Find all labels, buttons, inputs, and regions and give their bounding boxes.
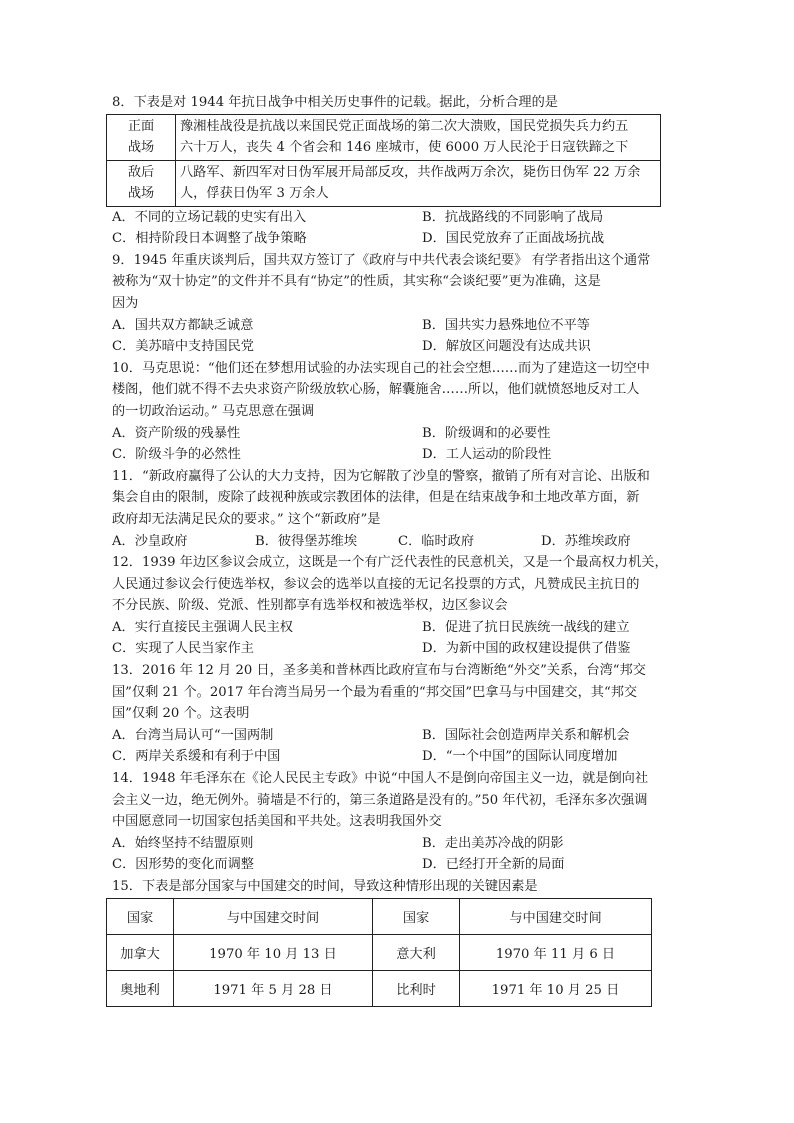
question-stem: 8．下表是对 1944 年抗日战争中相关历史事件的记载。据此，分析合理的是 — [112, 95, 558, 110]
options-row — [112, 617, 684, 639]
option-d[interactable]: D．为新中国的政权建设提供了借鉴 — [422, 641, 631, 657]
question-stem: 国”仅剩 20 个。这表明 — [112, 706, 250, 722]
table-cell: 1971 年 10 月 25 日 — [460, 970, 652, 1006]
question-stem: 会主义一边，绝无例外。骑墙是不行的，第三条道路是没有的。”50 年代初，毛泽东多次强调 — [112, 792, 648, 808]
option-c[interactable]: C．阶级斗争的必然性 — [112, 447, 241, 463]
option-a[interactable]: A．资产阶级的残暴性 — [112, 425, 241, 441]
option-b[interactable]: B．彼得堡苏维埃 — [255, 533, 358, 549]
question-stem: 15．下表是部分国家与中国建交的时间，导致这种情形出现的关键因素是 — [112, 879, 538, 894]
table-header-cell: 国家 — [373, 898, 460, 934]
options-row — [112, 336, 684, 358]
question-stem: 13．2016 年 12 月 20 日，圣多美和普林西比政府宣布与台湾断绝“外交”关系，台湾“邦交 — [112, 663, 646, 679]
question-12 — [112, 552, 684, 660]
table-row-header: 正面 战场 — [107, 114, 176, 160]
table-header-row — [107, 898, 652, 934]
option-d[interactable]: D．“一个中国”的国际认同度增加 — [422, 749, 618, 765]
question-stem: 政府却无法满足民众的要求。” 这个“新政府”是 — [112, 511, 381, 527]
table-cell: 1970 年 11 月 6 日 — [460, 934, 652, 970]
option-b[interactable]: B．走出美苏冷战的阴影 — [422, 835, 564, 851]
option-d[interactable]: D．苏维埃政府 — [541, 533, 631, 549]
table-cell: 意大利 — [373, 934, 460, 970]
table-cell: 1970 年 10 月 13 日 — [174, 934, 373, 970]
option-c[interactable]: C．美苏暗中支持国民党 — [112, 339, 254, 355]
question-stem: 12．1939 年边区参议会成立，这既是一个有广泛代表性的民意机关，又是一个最高权力机关， — [112, 555, 668, 571]
table-cell: 八路军、新四军对日伪军展开局部反攻，共作战两万余次，毙伤日伪军 22 万余 人，俘获日伪军 3 万余人 — [176, 160, 661, 206]
option-a[interactable]: A．始终坚持不结盟原则 — [112, 835, 254, 851]
question-stem: 人民通过参议会行使选举权，参议会的选举以直接的无记名投票的方式，凡赞成民主抗日的 — [112, 576, 640, 592]
table-cell: 奥地利 — [107, 970, 174, 1006]
exam-page — [112, 92, 684, 1007]
table-header-cell: 与中国建交时间 — [174, 898, 373, 934]
question-stem: 集会自由的限制，废除了歧视种族或宗教团体的法律，但是在结束战争和土地改革方面，新 — [112, 490, 640, 506]
option-a[interactable]: A．台湾当局认可“一国两制 — [112, 727, 274, 743]
option-d[interactable]: D．已经打开全新的局面 — [422, 857, 565, 873]
options-row — [112, 833, 684, 855]
option-c[interactable]: C．临时政府 — [398, 533, 475, 549]
option-d[interactable]: D．解放区问题没有达成共识 — [422, 339, 591, 355]
table-header-cell: 与中国建交时间 — [460, 898, 652, 934]
event-table — [106, 114, 661, 207]
question-8 — [112, 92, 684, 250]
option-c[interactable]: C．两岸关系缓和有利于中国 — [112, 749, 281, 765]
table-row — [107, 114, 661, 160]
options-row — [112, 315, 684, 337]
table-cell: 加拿大 — [107, 934, 174, 970]
question-stem: 国”仅剩 21 个。2017 年台湾当局另一个最为看重的“邦交国”巴拿马与中国建交，其“邦交 — [112, 684, 638, 700]
options-row — [112, 531, 684, 553]
question-stem: 9．1945 年重庆谈判后，国共双方签订了《政府与中共代表会谈纪要》 有学者指出这个通常 — [112, 252, 651, 268]
option-b[interactable]: B．国际社会创造两岸关系和解机会 — [422, 727, 630, 743]
question-13 — [112, 660, 684, 768]
option-c[interactable]: C．因形势的变化而调整 — [112, 857, 254, 873]
options-row — [112, 444, 684, 466]
option-b[interactable]: B．国共实力悬殊地位不平等 — [422, 317, 590, 333]
question-stem: 被称为“双十协定”的文件并不具有“协定”的性质，其实称“会谈纪要”更为准确，这是 — [112, 274, 601, 290]
question-stem: 的一切政治运动。” 马克思意在强调 — [112, 403, 315, 419]
question-15 — [112, 876, 684, 1007]
option-a[interactable]: A．不同的立场记载的史实有出入 — [112, 209, 307, 225]
question-stem: 14．1948 年毛泽东在《论人民民主专政》中说“中国人不是倒向帝国主义一边，就是倒向社 — [112, 771, 649, 787]
question-stem: 因为 — [112, 295, 139, 311]
options-row — [112, 228, 684, 250]
table-cell: 豫湘桂战役是抗战以来国民党正面战场的第二次大溃败，国民党损失兵力约五 六十万人，丧失 4 个省会和 146 座城市，使 6000 万人民沦于日寇铁蹄之下 — [176, 114, 661, 160]
option-b[interactable]: B．阶级调和的必要性 — [422, 425, 551, 441]
option-d[interactable]: D．工人运动的阶段性 — [422, 447, 552, 463]
options-row — [112, 638, 684, 660]
options-row — [112, 746, 684, 768]
option-a[interactable]: A．沙皇政府 — [112, 533, 188, 549]
question-stem: 10．马克思说：“他们还在梦想用试验的办法实现自己的社会空想……而为了建造这一切空中 — [112, 360, 650, 376]
question-11 — [112, 466, 684, 552]
question-stem: 楼阁，他们就不得不去央求资产阶级放软心肠，解囊施舍……所以，他们就愤怒地反对工人 — [112, 382, 640, 398]
option-b[interactable]: B．促进了抗日民族统一战线的建立 — [422, 619, 630, 635]
table-cell: 比利时 — [373, 970, 460, 1006]
question-stem: 中国愿意同一切国家包括美国和平共处。这表明我国外交 — [112, 814, 442, 830]
option-a[interactable]: A．实行直接民主强调人民主权 — [112, 619, 293, 635]
question-stem: 不分民族、阶级、党派、性别都享有选举权和被选举权，边区参议会 — [112, 598, 508, 614]
question-10 — [112, 358, 684, 466]
option-b[interactable]: B．抗战路线的不同影响了战局 — [422, 209, 604, 225]
options-row — [112, 725, 684, 747]
question-stem: 11．“新政府赢得了公认的大力支持，因为它解散了沙皇的警察，撤销了所有对言论、出版和 — [112, 468, 650, 484]
options-row — [112, 207, 684, 229]
option-d[interactable]: D．国民党放弃了正面战场抗战 — [422, 231, 605, 247]
table-row — [107, 970, 652, 1006]
options-row — [112, 854, 684, 876]
question-9 — [112, 250, 684, 358]
options-row — [112, 423, 684, 445]
table-row-header: 敌后 战场 — [107, 160, 176, 206]
option-c[interactable]: C．相持阶段日本调整了战争策略 — [112, 231, 307, 247]
diplomatic-relations-table — [106, 898, 652, 1007]
option-c[interactable]: C．实现了人民当家作主 — [112, 641, 254, 657]
option-a[interactable]: A．国共双方都缺乏诚意 — [112, 317, 254, 333]
table-cell: 1971 年 5 月 28 日 — [174, 970, 373, 1006]
table-row — [107, 934, 652, 970]
question-14 — [112, 768, 684, 876]
table-row — [107, 160, 661, 206]
table-header-cell: 国家 — [107, 898, 174, 934]
